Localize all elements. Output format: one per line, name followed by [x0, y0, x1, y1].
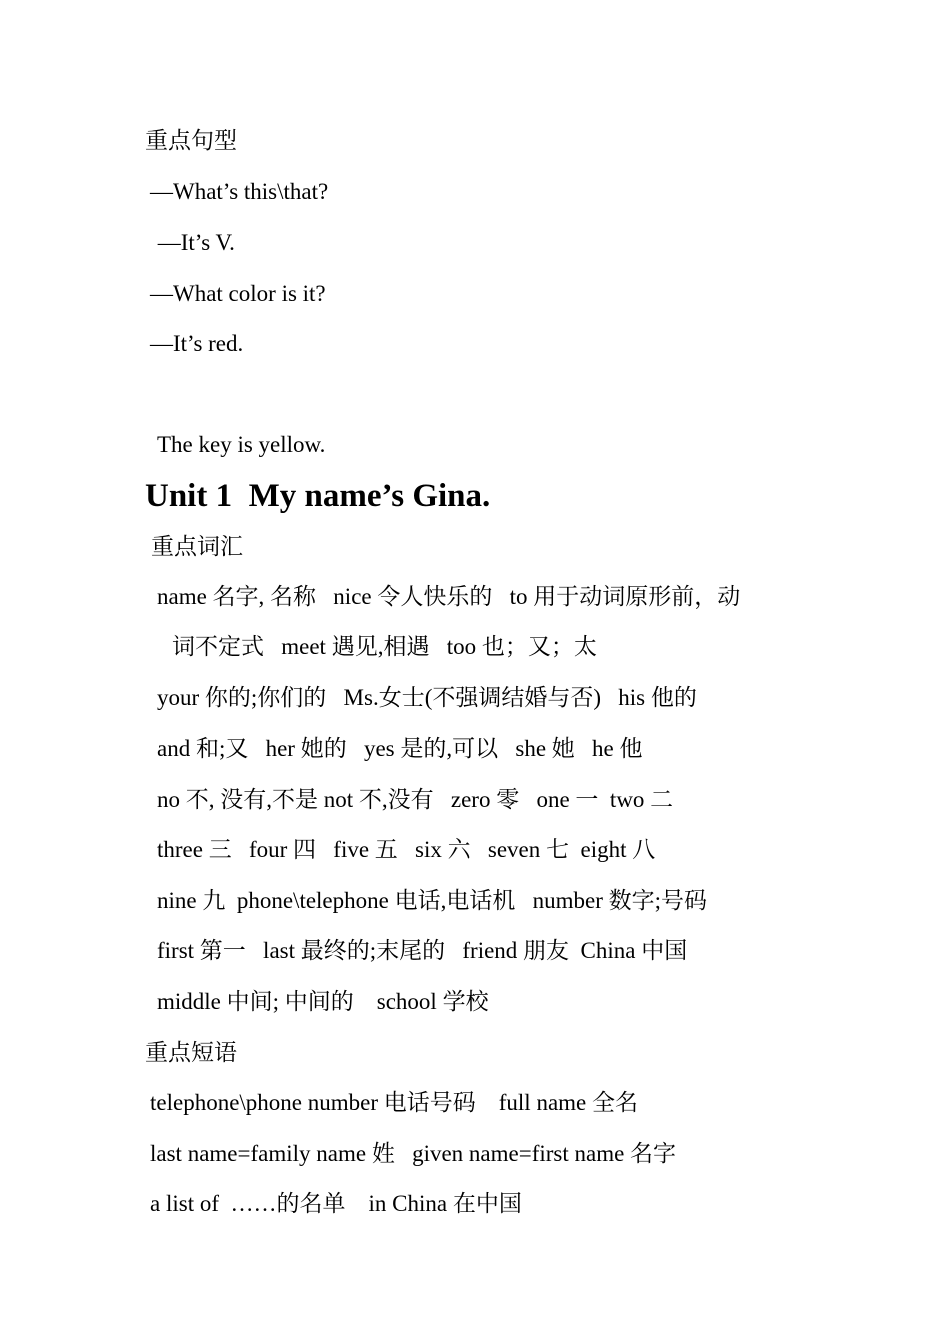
section-title-sentence-patterns: 重点句型	[145, 128, 237, 153]
dialogue-line: —It’s red.	[150, 331, 244, 356]
dialogue-line: —It’s V.	[152, 230, 235, 255]
section-title-vocabulary: 重点词汇	[151, 534, 243, 559]
section-title-phrases: 重点短语	[145, 1040, 237, 1065]
unit-heading: Unit 1 My name’s Gina.	[145, 478, 491, 514]
phrase-line: telephone\phone number 电话号码 full name 全名	[150, 1090, 639, 1115]
vocab-line: 词不定式 meet 遇见,相遇 too 也；又；太	[172, 634, 597, 659]
phrase-line: a list of ……的名单 in China 在中国	[150, 1191, 522, 1216]
dialogue-line: —What color is it?	[150, 281, 326, 306]
example-sentence: The key is yellow.	[157, 432, 326, 457]
dialogue-line: —What’s this\that?	[150, 179, 329, 204]
phrase-line: last name=family name 姓 given name=first name 名字	[150, 1141, 677, 1166]
vocab-line: and 和;又 her 她的 yes 是的,可以 she 她 he 他	[157, 736, 643, 761]
vocab-line: three 三 four 四 five 五 six 六 seven 七 eight 八	[157, 837, 656, 862]
vocab-line: your 你的;你们的 Ms.女士(不强调结婚与否) his 他的	[157, 685, 697, 710]
vocab-line: name 名字, 名称 nice 令人快乐的 to 用于动词原形前，动	[157, 584, 741, 609]
vocab-line: first 第一 last 最终的;末尾的 friend 朋友 China 中国	[157, 938, 688, 963]
vocab-line: no 不, 没有,不是 not 不,没有 zero 零 one 一 two 二	[157, 787, 674, 812]
vocab-line: nine 九 phone\telephone 电话,电话机 number 数字;号码	[157, 888, 708, 913]
vocab-line: middle 中间; 中间的 school 学校	[157, 989, 489, 1014]
